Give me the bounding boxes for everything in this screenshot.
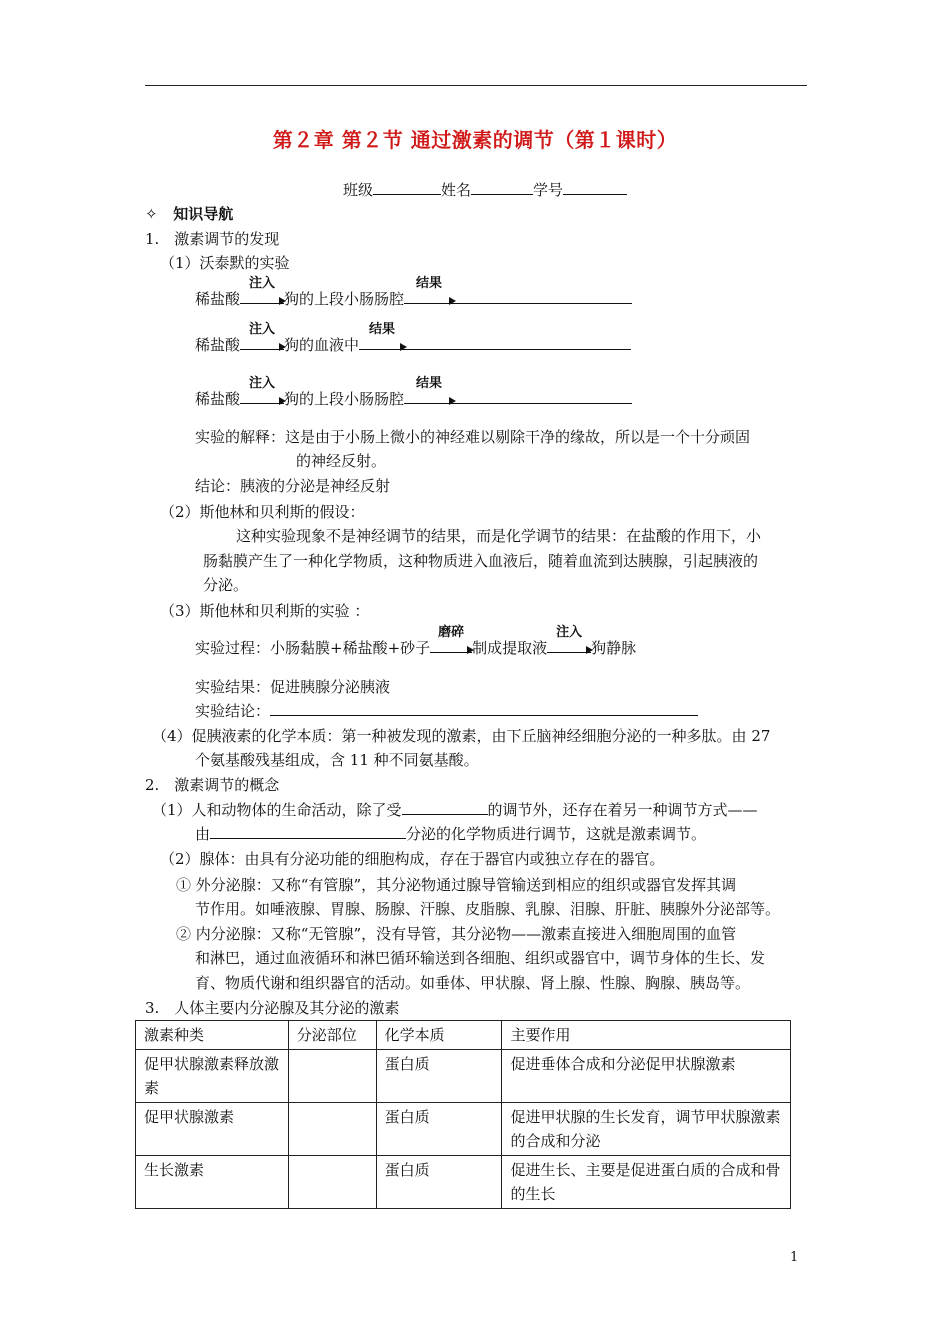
hypothesis-line-2: 肠黏膜产生了一种化学物质，这种物质进入血液后，随着血流到达胰腺，引起胰液的 [203,552,759,570]
grind-label: 磨碎 [438,625,465,640]
inject-arrow [547,625,591,660]
inject-arrow [240,322,284,357]
student-info-line [343,178,627,202]
id-blank[interactable] [563,178,627,195]
table-cell: 生长激素 [136,1156,289,1209]
inject-label: 注入 [556,625,583,640]
secretin-line-1: （4）促胰液素的化学本质：第一种被发现的激素，由下丘脑神经细胞分泌的一种多肽。由 27 [152,727,771,745]
arrow-head-icon [449,297,456,305]
exp2-start: 稀盐酸 [195,336,241,354]
table-cell: 促进甲状腺的生长发育，调节甲状腺激素的合成和分泌 [502,1103,791,1156]
exp1-start: 稀盐酸 [195,290,241,308]
table-cell: 蛋白质 [376,1050,502,1103]
exp-conclusion-label: 实验结论： [195,702,271,720]
secretin-line-2: 个氨基酸残基组成，含 11 种不同氨基酸。 [195,751,479,769]
arrow-head-icon [279,297,286,305]
exp3-answer-blank[interactable] [454,387,632,404]
exocrine-line-2: 节作用。如唾液腺、胃腺、肠腺、汗腺、皮脂腺、乳腺、泪腺、肝脏、胰腺外分泌部等。 [195,900,781,918]
starling-experiment-heading: （3）斯他林和贝利斯的实验 ： [160,602,370,620]
table-cell: 蛋白质 [376,1156,502,1209]
table-cell[interactable] [288,1050,376,1103]
endocrine-line-3: 育、物质代谢和组织器官的活动。如垂体、甲状腺、肾上腺、性腺、胸腺、胰岛等。 [195,974,751,992]
section1-heading: 1. 激素调节的发现 [145,230,280,248]
table-cell: 促进生长、主要是促进蛋白质的合成和骨的生长 [502,1156,791,1209]
result-label: 结果 [416,276,443,291]
concept-line-1 [152,798,758,822]
column-header: 化学本质 [376,1021,502,1050]
page-number: 1 [790,1250,799,1265]
table-cell[interactable] [288,1156,376,1209]
class-blank[interactable] [373,178,441,195]
experiment-line-1 [195,276,632,311]
experiment-conclusion-line [195,699,698,723]
hypothesis-heading: （2）斯他林和贝利斯的假设： [160,503,365,521]
process-end: 狗静脉 [591,639,637,657]
table-cell: 促甲状腺激素释放激素 [136,1050,289,1103]
conclusion-line: 结论：胰液的分泌是神经反射 [195,477,391,495]
arrow-head-icon [449,397,456,405]
section2-heading: 2. 激素调节的概念 [145,776,280,794]
header-rule [145,85,807,86]
class-label: 班级 [343,181,374,199]
experiment-line-2 [195,322,631,357]
table-cell: 蛋白质 [376,1103,502,1156]
concept-l2-a: 由 [195,825,211,843]
wotaimo-heading: （1）沃泰默的实验 [160,254,290,272]
exp1-answer-blank[interactable] [454,287,632,304]
concept-l2-b: 分泌的化学物质进行调节，这就是激素调节。 [406,825,707,843]
concept-blank-2[interactable] [210,822,406,839]
exp3-start: 稀盐酸 [195,390,241,408]
table-row [136,1156,791,1209]
process-line [195,625,637,660]
exp-conclusion-blank[interactable] [270,699,698,716]
diamond-icon: ✧ [145,205,158,223]
result-label: 结果 [416,376,443,391]
name-label: 姓名 [441,181,472,199]
hormone-table [135,1020,791,1209]
arrow-head-icon [279,397,286,405]
process-mid: 制成提取液 [472,639,548,657]
explanation-line-1: 实验的解释：这是由于小肠上微小的神经难以剔除干净的缘故，所以是一个十分顽固 [195,428,751,446]
result-arrow [359,322,405,357]
inject-arrow [240,376,284,411]
gland-definition: （2）腺体：由具有分泌功能的细胞构成，存在于器官内或独立存在的器官。 [160,850,665,868]
inject-label: 注入 [249,276,276,291]
name-blank[interactable] [471,178,533,195]
concept-l1-b: 的调节外，还存在着另一种调节方式—— [487,801,758,819]
column-header: 主要作用 [502,1021,791,1050]
concept-l1-a: （1）人和动物体的生命活动，除了受 [152,801,402,819]
result-line: 实验结果：促进胰腺分泌胰液 [195,678,391,696]
arrow-head-icon [400,343,407,351]
table-header-row [136,1021,791,1050]
page-title: 第２章 第２节 通过激素的调节（第１课时） [272,128,678,152]
arrow-head-icon [279,343,286,351]
knowledge-nav-heading [145,202,233,226]
table-cell: 促甲状腺激素 [136,1103,289,1156]
result-arrow [404,376,454,411]
arrow-head-icon [586,646,593,654]
concept-line-2 [195,822,706,846]
process-start: 实验过程：小肠黏膜+稀盐酸+砂子 [195,639,431,657]
exp1-mid: 狗的上段小肠肠腔 [284,290,405,308]
nav-heading-text: 知识导航 [173,205,234,223]
table-cell[interactable] [288,1103,376,1156]
id-label: 学号 [533,181,564,199]
column-header: 分泌部位 [288,1021,376,1050]
section3-heading: 3. 人体主要内分泌腺及其分泌的激素 [145,999,400,1017]
hypothesis-line-1: 这种实验现象不是神经调节的结果，而是化学调节的结果：在盐酸的作用下，小 [236,527,762,545]
result-arrow [404,276,454,311]
grind-arrow [430,625,472,660]
arrow-head-icon [467,646,474,654]
concept-blank-1[interactable] [402,798,488,815]
column-header: 激素种类 [136,1021,289,1050]
explanation-line-2: 的神经反射。 [296,452,387,470]
exp2-mid: 狗的血液中 [284,336,360,354]
table-row [136,1050,791,1103]
inject-arrow [240,276,284,311]
exp3-mid: 狗的上段小肠肠腔 [284,390,405,408]
exp2-answer-blank[interactable] [405,333,631,350]
inject-label: 注入 [249,322,276,337]
inject-label: 注入 [249,376,276,391]
endocrine-line-1: ② 内分泌腺：又称“无管腺”，没有导管，其分泌物——激素直接进入细胞周围的血管 [176,925,737,943]
hypothesis-line-3: 分泌。 [203,576,249,594]
result-label: 结果 [369,322,396,337]
endocrine-line-2: 和淋巴，通过血液循环和淋巴循环输送到各细胞、组织或器官中，调节身体的生长、发 [195,949,766,967]
exocrine-line-1: ① 外分泌腺：又称“有管腺”，其分泌物通过腺导管输送到相应的组织或器官发挥其调 [176,876,737,894]
experiment-line-3 [195,376,632,411]
table-row [136,1103,791,1156]
table-cell: 促进垂体合成和分泌促甲状腺激素 [502,1050,791,1103]
